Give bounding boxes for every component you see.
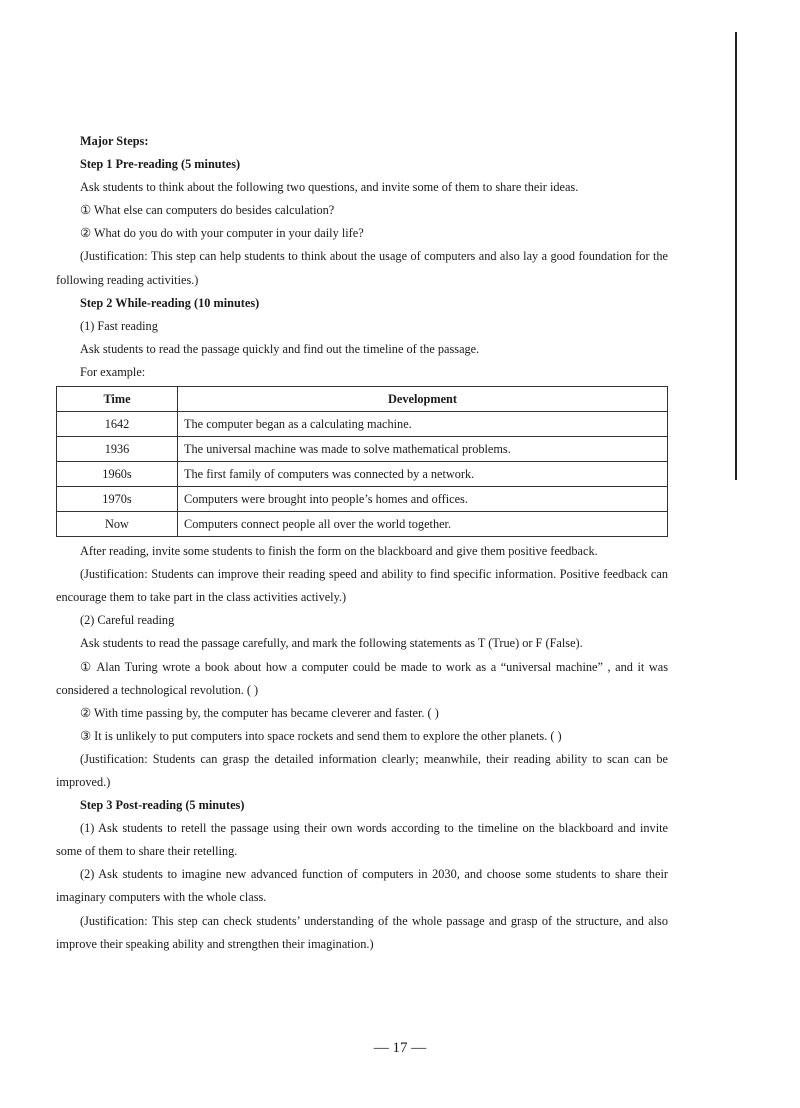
row-time: 1970s — [57, 487, 178, 512]
row-time: 1936 — [57, 437, 178, 462]
row-development: Computers were brought into people’s homes and offices. — [178, 487, 668, 512]
row-development: The universal machine was made to solve mathematical problems. — [178, 437, 668, 462]
timeline-table — [56, 386, 668, 537]
table-row — [57, 462, 668, 487]
margin-rule — [735, 32, 737, 480]
step1-justification: (Justification: This step can help students to think about the usage of computers and also lay a good foundation for the following reading activities.) — [56, 249, 668, 287]
header-time: Time — [57, 387, 178, 412]
row-development: Computers connect people all over the world together. — [178, 512, 668, 537]
step1-question-1: ① What else can computers do besides calculation? — [80, 203, 335, 218]
step2-justification-2: (Justification: Students can grasp the detailed information clearly; meanwhile, their reading ability to scan can be improved.) — [56, 751, 668, 789]
step2-title: Step 2 While-reading (10 minutes) — [80, 295, 260, 310]
step3-title: Step 3 Post-reading (5 minutes) — [80, 798, 245, 813]
row-time: 1642 — [57, 412, 178, 437]
careful-reading-intro: Ask students to read the passage carefully, and mark the following statements as T (True) or F (False). — [80, 636, 583, 651]
fast-reading-intro: Ask students to read the passage quickly and find out the timeline of the passage. — [80, 341, 480, 356]
step1-intro: Ask students to think about the following two questions, and invite some of them to share their ideas. — [80, 180, 579, 195]
step2-justification-1: (Justification: Students can improve their reading speed and ability to find specific information. Positive feedback can encourage them to take part in the class activities actively.) — [56, 567, 668, 605]
step3-paragraph-2: (2) Ask students to imagine new advanced function of computers in 2030, and choose some students to share their imaginary computers with the whole class. — [56, 867, 668, 905]
row-time: 1960s — [57, 462, 178, 487]
careful-reading-title: (2) Careful reading — [80, 613, 175, 628]
header-development: Development — [178, 387, 668, 412]
step1-title: Step 1 Pre-reading (5 minutes) — [80, 157, 241, 172]
table-row — [57, 512, 668, 537]
step3-paragraph-1: (1) Ask students to retell the passage using their own words according to the timeline on the blackboard and invite some of them to share their retelling. — [56, 821, 668, 859]
major-steps-heading: Major Steps: — [80, 134, 149, 148]
document-body — [56, 130, 668, 956]
example-label: For example: — [80, 364, 146, 379]
statement-2: ② With time passing by, the computer has became cleverer and faster. ( ) — [80, 705, 439, 720]
row-development: The computer began as a calculating machine. — [178, 412, 668, 437]
table-row — [57, 437, 668, 462]
after-table-text: After reading, invite some students to finish the form on the blackboard and give them positive feedback. — [80, 544, 598, 559]
row-development: The first family of computers was connected by a network. — [178, 462, 668, 487]
statement-1: ① Alan Turing wrote a book about how a computer could be made to work as a “universal machine” , and it was considered a technological revolution. ( ) — [56, 659, 668, 697]
page-number: — 17 — — [373, 1040, 427, 1056]
step3-justification: (Justification: This step can check students’ understanding of the whole passage and grasp of the structure, and also improve their speaking ability and strengthen their imagination.) — [56, 913, 668, 951]
table-row — [57, 487, 668, 512]
row-time: Now — [57, 512, 178, 537]
statement-3: ③ It is unlikely to put computers into space rockets and send them to explore the other planets. ( ) — [80, 728, 562, 743]
fast-reading-title: (1) Fast reading — [80, 318, 158, 333]
table-row — [57, 412, 668, 437]
step1-question-2: ② What do you do with your computer in your daily life? — [80, 226, 364, 241]
table-header-row — [57, 387, 668, 412]
